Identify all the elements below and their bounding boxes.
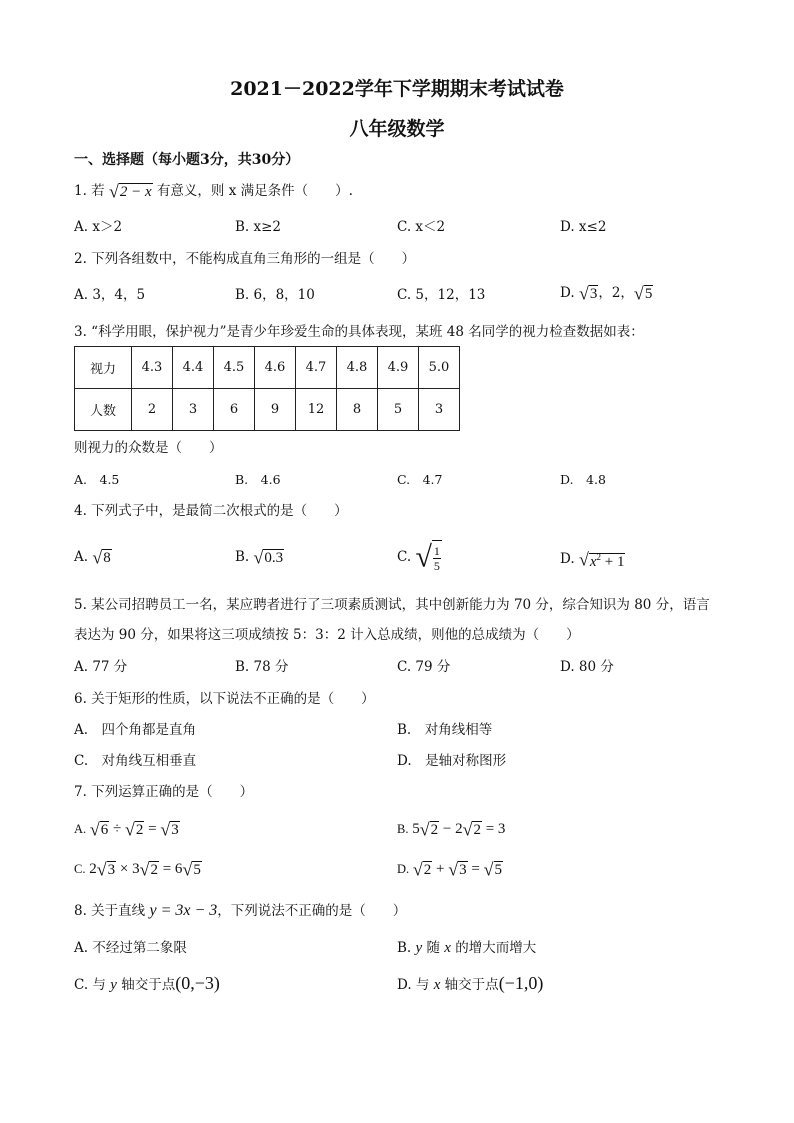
q1-option-b: B. x≥2: [235, 219, 282, 235]
q3-option-b: B. 4.6: [235, 472, 281, 487]
q8-option-b: B. y 随 x 的增大而增大: [397, 940, 537, 956]
radical: $√x^2 + 1$: [578, 549, 625, 570]
q2-option-b: B. 6，8，10: [235, 287, 315, 303]
radical: √5: [483, 859, 503, 880]
table-cell: 4.3: [132, 347, 173, 389]
question-1-stem: 1. 若 √2 − x 有意义，则 x 满足条件（ ）.: [74, 181, 353, 202]
radical: √8: [92, 547, 111, 568]
table-cell: 9: [255, 389, 296, 431]
radical: √2 − x: [108, 181, 152, 202]
question-7-stem: 7. 下列运算正确的是（ ）: [74, 784, 254, 800]
q5-option-b: B. 78 分: [235, 659, 289, 675]
radical: √2: [412, 859, 432, 880]
q3-option-c: C. 4.7: [397, 472, 443, 487]
table-cell: 3: [173, 389, 214, 431]
table-cell: 3: [419, 389, 460, 431]
radical: √2: [462, 819, 481, 840]
table-cell: 4.4: [173, 347, 214, 389]
section-heading: 一、选择题（每小题3分，共30分）: [74, 152, 300, 168]
exam-title: 2021－2022学年下学期期末考试试卷: [230, 78, 564, 100]
q2-option-c: C. 5，12，13: [397, 287, 486, 303]
q2-option-a: A. 3，4，5: [74, 287, 146, 303]
table-cell: 4.9: [378, 347, 419, 389]
radical: √6: [89, 819, 109, 840]
fraction: $\frac{1}{5}$: [433, 544, 440, 574]
q7-option-d: D. √2 + √3 = √5: [397, 859, 503, 880]
q6-option-b: B. 对角线相等: [397, 722, 493, 738]
q1-option-d: D. x≤2: [560, 219, 607, 235]
q8-option-a: A. 不经过第二象限: [74, 940, 187, 956]
q7-option-b: B. 5√2 − 2√2 = 3: [397, 819, 506, 840]
q3-option-a: A. 4.5: [74, 472, 120, 487]
radical: √3: [96, 859, 116, 880]
table-cell: 5: [378, 389, 419, 431]
table-cell: 4.7: [296, 347, 337, 389]
q7-option-c: C. 2√3 × 3√2 = 6√5: [74, 859, 201, 880]
question-5-stem-line1: 5. 某公司招聘员工一名，某应聘者进行了三项素质测试，其中创新能力为 70 分，综合知识为 80 分，语言: [74, 597, 710, 613]
radical: √5: [182, 859, 201, 880]
radical: √ $\frac{1}{5}$: [415, 540, 440, 574]
q1-option-c: C. x＜2: [397, 219, 446, 235]
table-cell: 4.5: [214, 347, 255, 389]
q8-option-c: C. 与 y 轴交于点(0,−3): [74, 973, 220, 993]
q2-option-d: D. √3，2，√5: [560, 283, 653, 304]
question-6-stem: 6. 关于矩形的性质，以下说法不正确的是（ ）: [74, 691, 375, 707]
table-cell: 8: [337, 389, 378, 431]
table-row: [75, 389, 460, 431]
q8-option-d: D. 与 x 轴交于点(−1,0): [397, 973, 544, 993]
q3-option-d: D. 4.8: [560, 472, 606, 487]
vision-table: [74, 346, 460, 431]
table-header-cell: 人数: [75, 389, 132, 431]
q6-option-c: C. 对角线互相垂直: [74, 753, 197, 769]
table-cell: 4.8: [337, 347, 378, 389]
table-cell: 2: [132, 389, 173, 431]
q1-option-a: A. x＞2: [74, 219, 123, 235]
table-cell: 5.0: [419, 347, 460, 389]
q4-option-d: D. $√x^2 + 1$: [560, 549, 625, 570]
q5-option-d: D. 80 分: [560, 659, 614, 675]
q6-option-a: A. 四个角都是直角: [74, 722, 197, 738]
exam-subtitle: 八年级数学: [349, 118, 445, 140]
q5-option-a: A. 77 分: [74, 659, 128, 675]
question-3-ask: 则视力的众数是（ ）: [74, 440, 223, 456]
q7-option-a: A. √6 ÷ √2 = √3: [74, 819, 179, 840]
radical: √0.3: [253, 547, 284, 568]
table-cell: 6: [214, 389, 255, 431]
table-cell: 12: [296, 389, 337, 431]
question-2-stem: 2. 下列各组数中，不能构成直角三角形的一组是（ ）: [74, 251, 416, 267]
q4-option-b: B. √0.3: [235, 547, 284, 568]
radical: √3: [160, 819, 179, 840]
line-equation: y = 3x − 3: [149, 902, 218, 919]
question-3-stem: 3. “科学用眼，保护视力”是青少年珍爱生命的具体表现，某班 48 名同学的视力检查数据如表：: [74, 324, 644, 340]
q4-option-c: C. √ $\frac{1}{5}$: [397, 540, 440, 574]
radical: √2: [125, 819, 144, 840]
question-5-stem-line2: 表达为 90 分，如果将这三项成绩按 5：3：2 计入总成绩，则他的总成绩为（ ）: [74, 627, 580, 643]
radical: √2: [139, 859, 158, 880]
q5-option-c: C. 79 分: [397, 659, 451, 675]
table-cell: 4.6: [255, 347, 296, 389]
table-row: [75, 347, 460, 389]
question-8-stem: 8. 关于直线 y = 3x − 3，下列说法不正确的是（ ）: [74, 902, 407, 919]
q4-option-a: A. √8: [74, 547, 111, 568]
radical: √3: [578, 283, 598, 304]
radical: √3: [448, 859, 467, 880]
radical: √2: [419, 819, 439, 840]
table-header-cell: 视力: [75, 347, 132, 389]
q6-option-d: D. 是轴对称图形: [397, 753, 507, 769]
radical: √5: [633, 283, 653, 304]
question-4-stem: 4. 下列式子中，是最简二次根式的是（ ）: [74, 503, 348, 519]
